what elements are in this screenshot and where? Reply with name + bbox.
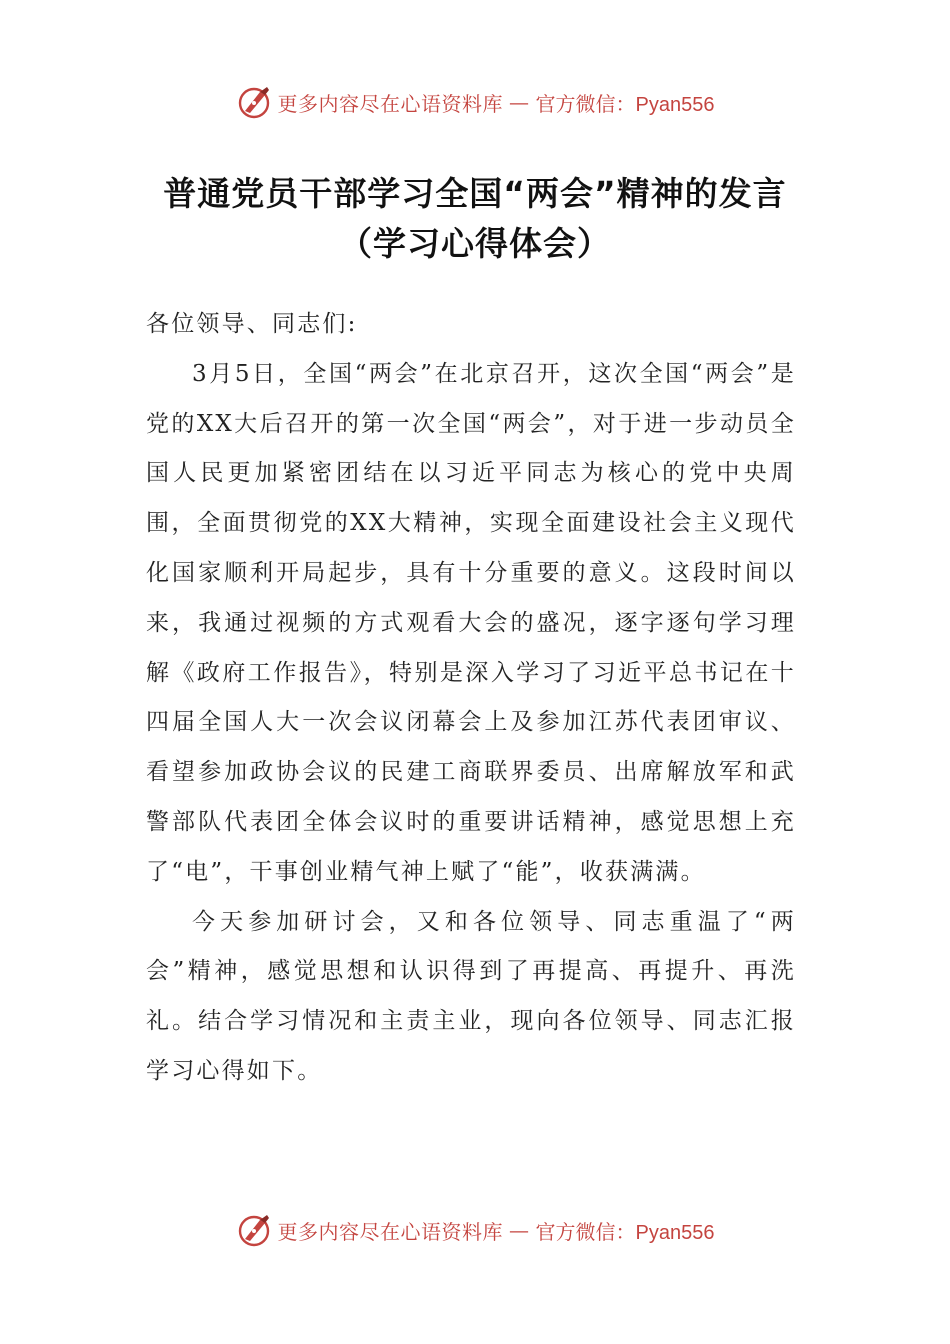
body-paragraph-2: 今天参加研讨会，又和各位领导、同志重温了“两会”精神，感觉思想和认识得到了再提高、再提升、再洗礼。结合学习情况和主责主业，现向各位领导、同志汇报学习心得如下。 bbox=[146, 908, 796, 1084]
watermark-brand-text: 更多内容尽在心语资料库 bbox=[277, 1219, 504, 1244]
salutation: 各位领导、同志们: bbox=[146, 311, 358, 337]
document-title-line-2: （学习心得体会） bbox=[339, 224, 611, 263]
watermark-dash: — bbox=[509, 90, 530, 114]
watermark-banner-bottom bbox=[0, 1210, 950, 1250]
watermark-wechat bbox=[536, 88, 715, 117]
document-body bbox=[146, 300, 796, 1097]
watermark-dash: — bbox=[509, 1218, 530, 1242]
document-title-line-1: 普通党员干部学习全国“两会”精神的发言 bbox=[163, 174, 787, 213]
body-paragraph-1: 3月5日，全国“两会”在北京召开，这次全国“两会”是党的XX大后召开的第一次全国“两会”，对于进一步动员全国人民更加紧密团结在以习近平同志为核心的党中央周围，全面贯彻党的XX大精神，实现全面建设社会主义现代化国家顺利开局起步，具有十分重要的意义。这段时间以来，我通过视频的方式观看大会的盛况，逐字逐句学习理解《政府工作报告》，特别是深入学习了习近平总书记在十四届全国人大一次会议闭幕会上及参加江苏代表团审议、看望参加政协会议的民建工商联界委员、出席解放军和武警部队代表团全体会议时的重要讲话精神，感觉思想上充了“电”，干事创业精气神上赋了“能”，收获满满。 bbox=[146, 360, 796, 885]
watermark-brand-text: 更多内容尽在心语资料库 bbox=[277, 91, 504, 116]
pen-nib-logo-icon bbox=[236, 1212, 272, 1248]
watermark-banner-top bbox=[0, 82, 950, 122]
watermark-wechat bbox=[536, 1216, 715, 1245]
watermark-wechat-id: Pyan556 bbox=[635, 93, 715, 116]
watermark-wechat-id: Pyan556 bbox=[635, 1221, 715, 1244]
watermark-wechat-label: 官方微信： bbox=[535, 91, 636, 116]
pen-nib-logo-icon bbox=[236, 84, 272, 120]
watermark-wechat-label: 官方微信： bbox=[535, 1219, 636, 1244]
